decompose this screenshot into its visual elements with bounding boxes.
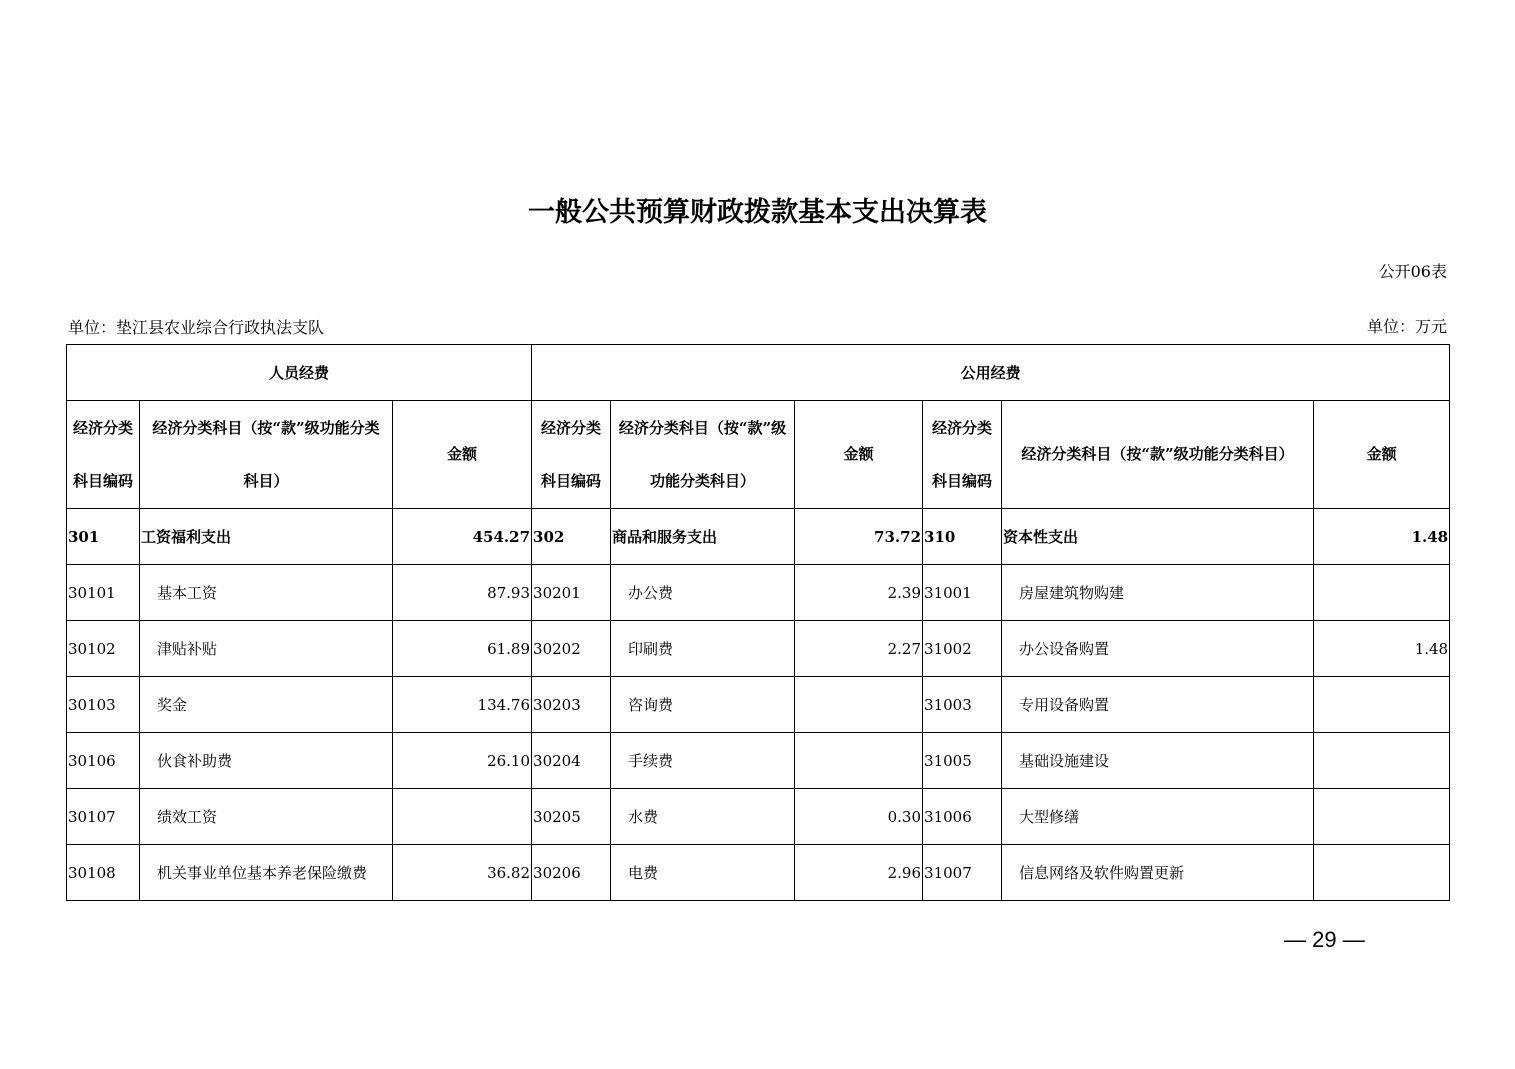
code-cell: 30205 — [532, 789, 611, 845]
group-personnel: 人员经费 — [67, 345, 532, 401]
name-cell: 印刷费 — [611, 621, 795, 677]
name-cell: 办公设备购置 — [1002, 621, 1314, 677]
group-public: 公用经费 — [532, 345, 1450, 401]
header-code-1: 经济分类 科目编码 — [67, 401, 140, 509]
code-cell: 31005 — [923, 733, 1002, 789]
code-cell: 302 — [532, 509, 611, 565]
name-cell: 信息网络及软件购置更新 — [1002, 845, 1314, 901]
name-cell: 水费 — [611, 789, 795, 845]
amount-cell: 73.72 — [795, 509, 923, 565]
code-cell: 31001 — [923, 565, 1002, 621]
code-cell: 30201 — [532, 565, 611, 621]
amount-cell — [1314, 733, 1450, 789]
amount-cell — [393, 789, 532, 845]
table-row — [67, 509, 1450, 565]
name-cell: 奖金 — [140, 677, 393, 733]
code-cell: 30108 — [67, 845, 140, 901]
amount-cell: 0.30 — [795, 789, 923, 845]
name-cell: 商品和服务支出 — [611, 509, 795, 565]
code-cell: 30103 — [67, 677, 140, 733]
amount-cell: 454.27 — [393, 509, 532, 565]
header-code-3: 经济分类 科目编码 — [923, 401, 1002, 509]
table-number: 公开06表 — [1378, 262, 1447, 281]
header-name-2: 经济分类科目（按“款”级 功能分类科目） — [611, 401, 795, 509]
table-row — [67, 733, 1450, 789]
amount-cell — [1314, 789, 1450, 845]
amount-cell — [795, 733, 923, 789]
amount-cell — [1314, 565, 1450, 621]
code-cell: 30101 — [67, 565, 140, 621]
amount-cell: 2.96 — [795, 845, 923, 901]
table-row — [67, 789, 1450, 845]
code-cell: 30107 — [67, 789, 140, 845]
code-cell: 301 — [67, 509, 140, 565]
name-cell: 基本工资 — [140, 565, 393, 621]
amount-cell: 26.10 — [393, 733, 532, 789]
name-cell: 大型修缮 — [1002, 789, 1314, 845]
name-cell: 房屋建筑物购建 — [1002, 565, 1314, 621]
table-row — [67, 677, 1450, 733]
amount-cell: 1.48 — [1314, 509, 1450, 565]
name-cell: 基础设施建设 — [1002, 733, 1314, 789]
code-cell: 30202 — [532, 621, 611, 677]
expenditure-table — [66, 344, 1450, 901]
name-cell: 专用设备购置 — [1002, 677, 1314, 733]
amount-cell: 1.48 — [1314, 621, 1450, 677]
page-title: 一般公共预算财政拨款基本支出决算表 — [528, 197, 987, 228]
code-cell: 31007 — [923, 845, 1002, 901]
name-cell: 办公费 — [611, 565, 795, 621]
amount-cell: 36.82 — [393, 845, 532, 901]
page-number: — 29 — — [1284, 927, 1365, 952]
unit-currency: 单位：万元 — [1366, 317, 1447, 336]
code-cell: 30206 — [532, 845, 611, 901]
code-cell: 30204 — [532, 733, 611, 789]
code-cell: 31003 — [923, 677, 1002, 733]
header-amount-3: 金额 — [1314, 401, 1450, 509]
name-cell: 资本性支出 — [1002, 509, 1314, 565]
name-cell: 咨询费 — [611, 677, 795, 733]
group-header-row — [67, 345, 1450, 401]
code-cell: 30203 — [532, 677, 611, 733]
code-cell: 310 — [923, 509, 1002, 565]
name-cell: 绩效工资 — [140, 789, 393, 845]
header-code-2: 经济分类 科目编码 — [532, 401, 611, 509]
unit-organization: 单位：垫江县农业综合行政执法支队 — [68, 318, 325, 337]
name-cell: 津贴补贴 — [140, 621, 393, 677]
header-amount-1: 金额 — [393, 401, 532, 509]
amount-cell: 2.27 — [795, 621, 923, 677]
amount-cell: 134.76 — [393, 677, 532, 733]
amount-cell: 87.93 — [393, 565, 532, 621]
header-name-1: 经济分类科目（按“款”级功能分类 科目） — [140, 401, 393, 509]
table-row — [67, 845, 1450, 901]
amount-cell — [1314, 845, 1450, 901]
name-cell: 工资福利支出 — [140, 509, 393, 565]
name-cell: 手续费 — [611, 733, 795, 789]
code-cell: 31006 — [923, 789, 1002, 845]
name-cell: 机关事业单位基本养老保险缴费 — [140, 845, 393, 901]
amount-cell — [1314, 677, 1450, 733]
code-cell: 31002 — [923, 621, 1002, 677]
header-name-3: 经济分类科目（按“款”级功能分类科目） — [1002, 401, 1314, 509]
code-cell: 30102 — [67, 621, 140, 677]
amount-cell: 61.89 — [393, 621, 532, 677]
code-cell: 30106 — [67, 733, 140, 789]
header-amount-2: 金额 — [795, 401, 923, 509]
table-row — [67, 621, 1450, 677]
amount-cell — [795, 677, 923, 733]
name-cell: 伙食补助费 — [140, 733, 393, 789]
amount-cell: 2.39 — [795, 565, 923, 621]
column-header-row — [67, 401, 1450, 509]
table-row — [67, 565, 1450, 621]
name-cell: 电费 — [611, 845, 795, 901]
